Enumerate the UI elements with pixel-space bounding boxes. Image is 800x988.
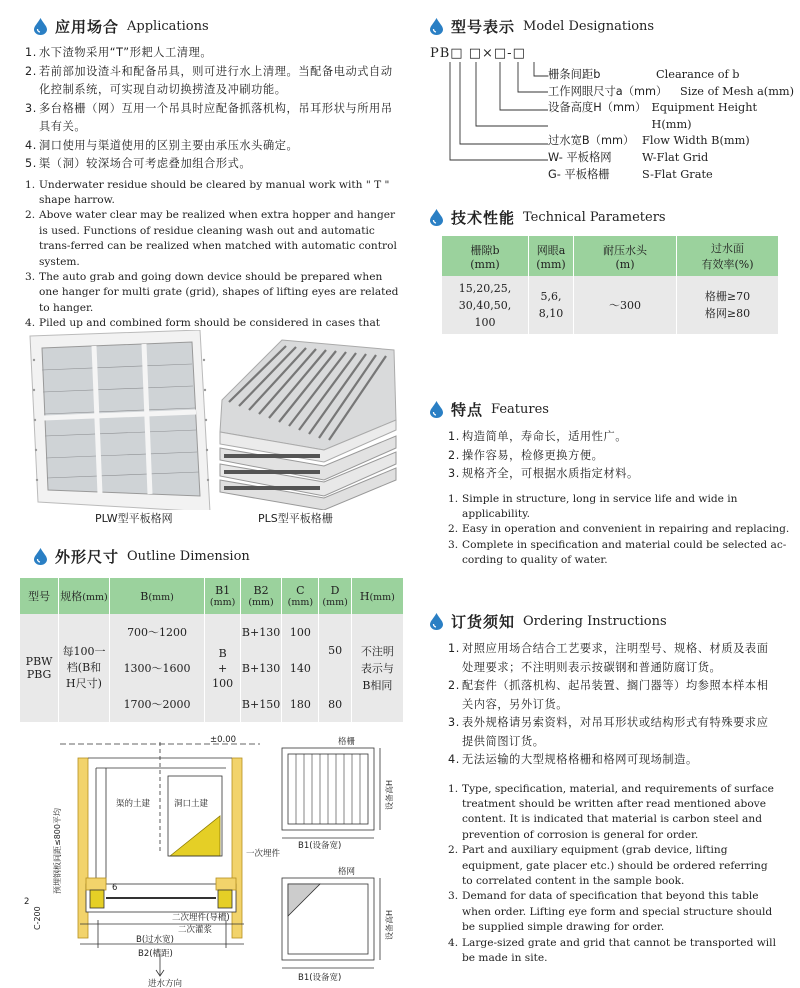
b-cell: 1700～2000 <box>109 686 205 722</box>
header-cell: 过水面 有效率(%) <box>677 236 779 276</box>
applications-title-cn: 应用场合 <box>55 17 120 36</box>
six-label: 6 <box>112 883 118 893</box>
ordering-title-en: Ordering Instructions <box>523 613 667 629</box>
model-leader-lines <box>430 60 550 170</box>
head-value: ～300 <box>574 276 677 334</box>
h-cell: 不注明 表示与 B相同 <box>351 614 403 722</box>
b2-cell: B+150 <box>240 686 281 722</box>
model-title-cn: 型号表示 <box>451 17 516 36</box>
list-item: 栅条间距b Clearance of b <box>548 68 740 81</box>
c-cell: 140 <box>282 650 319 686</box>
ordering-heading <box>430 610 780 632</box>
header-cell: D (mm) <box>319 578 351 614</box>
water-drop-icon <box>34 18 47 35</box>
header-cell: 耐压水头 (m) <box>574 236 677 276</box>
ordering-cn-list <box>448 640 780 770</box>
installation-drawing <box>20 734 404 988</box>
qty-label: 2 <box>24 897 30 907</box>
left-vertical-label: 预埋钢板间距≤800平均 <box>53 808 62 894</box>
list-item: 1. Type, specification, material, and requirements of surface treatment should be written after read mentioned above content. It is indicated that material is carbon steel and prevention of corrosion is general for order. <box>448 782 774 841</box>
list-item: 2. 操作容易，检修更换方便。 <box>448 448 604 462</box>
list-item: 3. Demand for data of specification that beyond this table when order. Lifting eye form and special structure should be supplied simple drawing for order. <box>448 890 773 934</box>
list-item: 2. 配套件（抓落机构、起吊装置、搁门器等）均参照本样本相关内容，另外订货。 <box>448 679 769 711</box>
b1-label-bottom: B1(设备宽) <box>298 973 342 983</box>
tech-table <box>442 236 778 334</box>
list-item: 5. 渠（洞）较深场合可考虑叠加组合形式。 <box>25 157 252 170</box>
list-item: 2. 若前部加设渣斗和配备吊具，则可进行水上清理。当配备电动式自动化控制系统，可实现自动切换捞渣及冲刷功能。 <box>25 64 393 96</box>
a-values: 5,6, 8,10 <box>529 276 574 334</box>
b1-label-top: B1(设备宽) <box>298 841 342 851</box>
table-row <box>442 236 778 276</box>
ordering-en-list <box>448 782 780 967</box>
tech-title-cn: 技术性能 <box>451 208 516 227</box>
pls-grate-photo <box>220 340 396 510</box>
water-drop-icon <box>34 548 47 565</box>
model-section <box>430 15 790 37</box>
applications-title-en: Applications <box>127 18 209 34</box>
c-label: C-200 <box>33 906 42 930</box>
table-row <box>442 276 778 334</box>
list-item: 2. Above water clear may be realized when extra hopper and hanger is used. Functions of residue cleaning wash out and automatic trans-ferred can be realized when matched with automatic control system. <box>25 209 397 268</box>
model-title-en: Model Designations <box>523 18 655 34</box>
b-values: 15,20,25, 30,40,50, 100 <box>442 276 529 334</box>
features-section <box>430 398 790 569</box>
list-item: 工作网眼尺寸a（mm） Size of Mesh a(mm) <box>548 84 795 98</box>
list-item: 过水宽B（mm） Flow Width B(mm) <box>548 134 750 148</box>
d-cell: 80 <box>319 686 351 722</box>
twice-concrete-label: 二次灌浆 <box>178 925 213 935</box>
caption-pls: PLS型平板格栅 <box>258 512 333 525</box>
product-photos <box>24 330 404 510</box>
efficiency-values: 格栅≥70 格网≥80 <box>704 290 751 320</box>
d-cell: 50 <box>319 614 351 686</box>
outline-heading <box>34 545 250 567</box>
list-item: G- 平板格栅 S-Flat Grate <box>548 167 713 181</box>
table-row <box>20 614 404 650</box>
header-cell: B(mm) <box>109 578 205 614</box>
b-cell: 700～1200 <box>109 614 205 650</box>
header-cell: B2 (mm) <box>240 578 281 614</box>
water-drop-icon <box>430 613 443 630</box>
features-title-cn: 特点 <box>451 400 484 419</box>
twice-embed-label: 二次埋件(导槽) <box>172 913 230 923</box>
civil-channel-label: 渠的土建 <box>116 799 151 809</box>
list-item: 4. 无法运输的大型规格格栅和格网可现场制造。 <box>448 753 698 766</box>
water-drop-icon <box>430 18 443 35</box>
civil-hole-label: 洞口土建 <box>174 799 209 809</box>
elevation-label: ±0.00 <box>210 735 237 745</box>
model-descriptions <box>548 67 800 183</box>
list-item: 3. 规格齐全，可根据水质指定材料。 <box>448 467 639 480</box>
header-cell: 网眼a (mm) <box>529 236 574 276</box>
once-embed-label: 一次埋件 <box>246 849 281 859</box>
tech-title-en: Technical Parameters <box>523 209 666 225</box>
list-item: 1. 对照应用场合结合工艺要求，注明型号、规格、材质及表面处理要求；不注明则表示按碳钢和普通防腐订货。 <box>448 642 769 674</box>
b-flow-label: B(过水宽) <box>136 935 174 945</box>
list-item: 2. Easy in operation and convenient in repairing and replacing. <box>448 523 790 536</box>
net-label: 格网 <box>338 867 356 877</box>
b-cell: 1300～1600 <box>109 650 205 686</box>
list-item: 1. 构造简单，寿命长，适用性广。 <box>448 430 628 443</box>
c-cell: 180 <box>282 686 319 722</box>
h-label-top: 设备高H <box>385 779 394 810</box>
water-drop-icon <box>430 209 443 226</box>
applications-en-list <box>25 178 404 347</box>
grid-label: 格栅 <box>338 737 356 747</box>
list-item: 1. 水下渣物采用“T”形耙人工清理。 <box>25 46 213 59</box>
b2-cell: B+130 <box>240 650 281 686</box>
b2-label: B2(槽距) <box>138 949 173 959</box>
b1-cell: B + 100 <box>205 614 241 722</box>
features-title-en: Features <box>491 401 549 417</box>
list-item: 设备高度H（mm） Equipment Height H(mm) <box>548 101 758 131</box>
features-cn-list <box>448 428 790 484</box>
header-cell: H(mm) <box>351 578 403 614</box>
table-row <box>20 578 404 614</box>
header-cell: B1 (mm) <box>205 578 241 614</box>
list-item: 2. Part and auxiliary equipment (grab device, lifting equipment, gate placer etc.) should be ordered referring to correlated content in the sample book. <box>448 844 768 887</box>
outline-table <box>20 578 404 722</box>
caption-plw: PLW型平板格网 <box>95 512 173 525</box>
model-code: PB□ □×□-□ <box>430 46 526 61</box>
header-cell: C (mm) <box>282 578 319 614</box>
spec-cell: 每100一 档(B和 H尺寸) <box>59 614 110 722</box>
b2-cell: B+130 <box>240 614 281 650</box>
applications-section <box>25 15 404 347</box>
outline-title-cn: 外形尺寸 <box>55 547 120 566</box>
flow-direction-label: 进水方向 <box>148 979 183 988</box>
header-cell: 栅隙b (mm) <box>442 236 529 276</box>
list-item: 1. Simple in structure, long in service life and wide in applicability. <box>448 492 738 520</box>
header-cell: 规格(mm) <box>59 578 110 614</box>
applications-heading <box>34 15 404 37</box>
ordering-title-cn: 订货须知 <box>451 612 516 631</box>
list-item: 4. 洞口使用与渠道使用的区别主要由承压水头确定。 <box>25 138 299 152</box>
model-heading <box>430 15 790 37</box>
tech-heading <box>430 206 666 228</box>
list-item: 4. Piled up and combined form should be considered in cases that <box>25 317 381 330</box>
header-cell: 型号 <box>20 578 59 614</box>
list-item: 1. Underwater residue should be cleared by manual work with " T " shape harrow. <box>25 178 390 206</box>
list-item: 3. 表外规格请另索资料，对吊耳形状或结构形式有特殊要求应提供简图订货。 <box>448 716 769 748</box>
water-drop-icon <box>430 401 443 418</box>
model-cell: PBW PBG <box>20 614 59 722</box>
features-heading <box>430 398 790 420</box>
outline-title-en: Outline Dimension <box>127 548 250 564</box>
applications-cn-list <box>25 44 404 174</box>
list-item: 3. 多台格栅（网）互用一个吊具时应配备抓落机构，吊耳形状与所用吊具有关。 <box>25 101 393 133</box>
h-label-bottom: 设备高H <box>385 909 394 940</box>
list-item: 4. Large-sized grate and grid that cannot be transported will be made in site. <box>448 936 776 964</box>
features-en-list <box>448 492 790 569</box>
c-cell: 100 <box>282 614 319 650</box>
list-item: 3. Complete in specification and material could be selected ac-cording to quality of water. <box>448 538 787 567</box>
plw-grid-photo <box>30 330 210 510</box>
list-item: W- 平板格网 W-Flat Grid <box>548 150 709 164</box>
list-item: 3. The auto grab and going down device should be prepared when one hanger for multi grate (grid), shapes of lifting eyes are related to hanger. <box>25 270 399 314</box>
ordering-section <box>430 610 780 966</box>
